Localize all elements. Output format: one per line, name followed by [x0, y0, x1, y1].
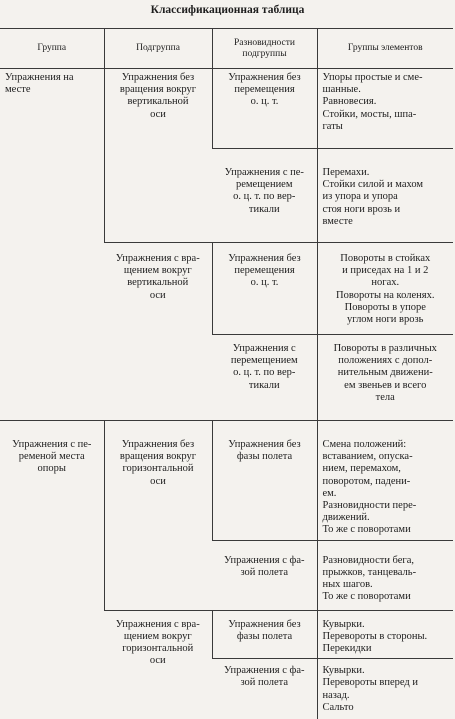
- header-varieties: Разновидности подгруппы: [212, 29, 317, 69]
- elements-cell: Перемахи. Стойки силой и махом из упора и упора стоя ноги врозь и вместе: [317, 149, 453, 243]
- header-elements: Группы элементов: [317, 29, 453, 69]
- elements-cell: Кувырки. Перевороты в стороны. Перекидки: [317, 610, 453, 659]
- subgroup-cell: Упражнения без вращения вокруг вертикальной оси: [104, 69, 212, 243]
- classification-table: [0, 28, 453, 719]
- header-row: [0, 29, 453, 69]
- elements-cell: Повороты в стойках и приседах на 1 и 2 ногах. Повороты на коленях. Повороты в упоре углом ноги врозь: [317, 243, 453, 335]
- table-row: [0, 69, 453, 149]
- elements-cell: Повороты в различных положениях с допол- нительным движени- ем звеньев и всего тела: [317, 335, 453, 421]
- header-subgroup: Подгруппа: [104, 29, 212, 69]
- variety-cell: Упражнения с перемещением о. ц. т. по вер- тикали: [212, 335, 317, 421]
- elements-cell: Смена положений: вставанием, опуска- нием, перемахом, поворотом, падени- ем. Разновидности пере- движений. То же с поворотами: [317, 421, 453, 541]
- subgroup-cell: Упражнения с вра- щением вокруг вертикальной оси: [104, 243, 212, 421]
- variety-cell: Упражнения с пе- ремещением о. ц. т. по вер- тикали: [212, 149, 317, 243]
- variety-cell: Упражнения с фа- зой полета: [212, 540, 317, 610]
- variety-cell: Упражнения с фа- зой полета: [223, 665, 305, 689]
- variety-cell: Упражнения без перемещения о. ц. т.: [212, 243, 317, 335]
- table-row: [0, 421, 453, 541]
- header-group: Группа: [0, 29, 104, 69]
- variety-cell: Упражнения без перемещения о. ц. т.: [212, 69, 317, 149]
- elements-cell: Разновидности бега, прыжков, танцеваль- ных шагов. То же с поворотами: [317, 540, 453, 610]
- group-cell: Упражнения на месте: [0, 69, 104, 421]
- variety-cell: Упражнения без фазы полета: [212, 421, 317, 541]
- table-title: Классификационная таблица: [150, 4, 305, 16]
- variety-cell: Упражнения без фазы полета: [212, 610, 317, 659]
- subgroup-cell: Упражнения без вращения вокруг горизонтальной оси: [104, 421, 212, 611]
- group-cell: Упражнения с пе- ременой места опоры: [12, 439, 92, 475]
- subgroup-cell: Упражнения с вра- щением вокруг горизонтальной оси: [115, 618, 200, 667]
- elements-cell: Кувырки. Перевороты вперед и назад. Сальто: [317, 659, 453, 719]
- elements-cell: Упоры простые и сме- шанные. Равновесия. Стойки, мосты, шпа- гаты: [317, 69, 453, 149]
